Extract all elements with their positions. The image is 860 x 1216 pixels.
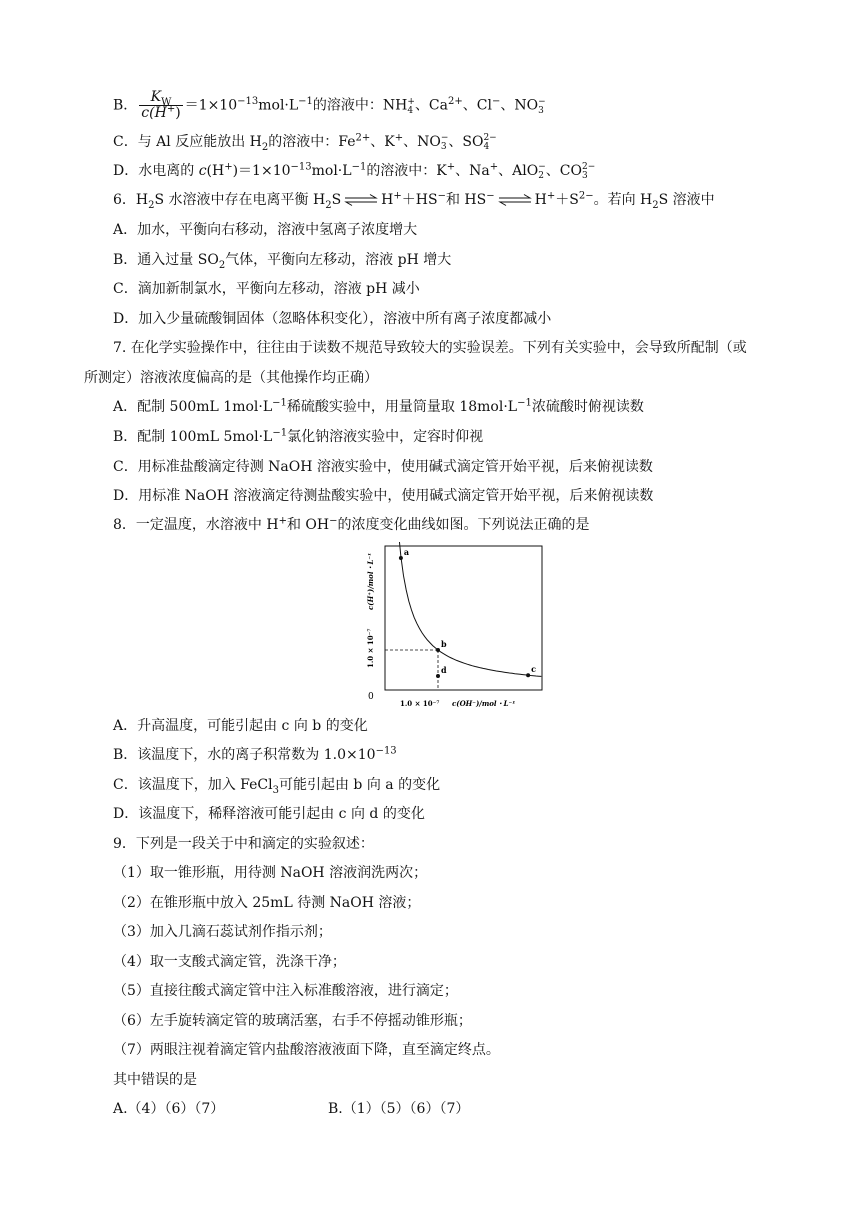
y-tick-label: 1.0 × 10⁻⁷ bbox=[366, 628, 375, 668]
origin-label: 0 bbox=[368, 692, 374, 702]
x-axis-label: c(OH⁻)/mol・L⁻¹ bbox=[452, 699, 516, 708]
q5-option-b: B． $\frac{K_W}{c(H^+)}$ $=1\times 10^{-13}mol\cdot L^{-1}$的溶液中：NH + 4 、$Ca^{2+}$、Cl−、NO − 3 bbox=[113, 89, 546, 121]
q6-option-c: C．滴加新制氯水，平衡向左移动，溶液 pH 减小 bbox=[113, 281, 420, 297]
q6-option-a: A．加水，平衡向右移动，溶液中氢离子浓度增大 bbox=[113, 222, 418, 238]
q7-option-a: A．配制 500mL $1mol\cdot L^{-1}$稀硫酸实验中，用量筒量取 $18mol\cdot L^{-1}$浓硫酸时俯视读数 bbox=[113, 397, 644, 415]
x-tick-label: 1.0 × 10⁻⁷ bbox=[400, 699, 440, 708]
q8-option-a: A．升高温度，可能引起由 c 向 b 的变化 bbox=[113, 718, 368, 734]
plot-frame bbox=[385, 546, 542, 690]
q9-step-2: （2）在锥形瓶中放入 25mL 待测 NaOH 溶液； bbox=[113, 895, 421, 911]
equilibrium-arrow-icon bbox=[497, 194, 533, 206]
equilibrium-arrow-icon bbox=[343, 194, 379, 206]
q7-option-b: B．配制 100mL $5mol\cdot L^{-1}$氯化钠溶液实验中，定容时仰视 bbox=[113, 427, 484, 445]
q9-wrong-prompt: 其中错误的是 bbox=[113, 1072, 197, 1088]
q5-option-d: D．水电离的 $c(H^+)=1\times 10^{-13}mol\cdot L^{-1}$的溶液中：K+、Na+、AlO − 2 、CO 2− 3 bbox=[113, 161, 596, 181]
point-c bbox=[526, 673, 530, 677]
point-d bbox=[436, 674, 440, 678]
point-label-a: a bbox=[403, 547, 410, 557]
q6-option-b: B．通入过量 $SO_2$气体，平衡向左移动，溶液 pH 增大 bbox=[113, 252, 452, 271]
q7-option-c: C．用标准盐酸滴定待测 NaOH 溶液实验中，使用碱式滴定管开始平视，后来俯视读数 bbox=[113, 459, 653, 475]
point-label-b: b bbox=[441, 639, 447, 649]
q8-option-d: D．该温度下，稀释溶液可能引起由 c 向 d 的变化 bbox=[113, 806, 425, 822]
point-label-c: c bbox=[531, 664, 536, 675]
q9-option-b: B.（1）（5）（6）（7） bbox=[328, 1101, 470, 1117]
q7-stem-line1: 7. 在化学实验操作中，往往由于读数不规范导致较大的实验误差。下列有关实验中，会导致所配制（或 bbox=[113, 340, 747, 356]
point-label-d: d bbox=[441, 665, 447, 675]
kw-curve bbox=[398, 542, 541, 676]
q8-stem: 8．一定温度，水溶液中 H+和 OH−的浓度变化曲线如图。下列说法正确的是 bbox=[113, 515, 590, 533]
q9-step-7: （7）两眼注视着滴定管内盐酸溶液液面下降，直至滴定终点。 bbox=[113, 1042, 500, 1058]
ion-concentration-chart bbox=[360, 542, 550, 710]
q5-option-c: C．与 Al 反应能放出 $H_2$的溶液中：$Fe^{2+}$、K+、NO − 3 、SO 2− 4 bbox=[113, 132, 497, 153]
q9-step-4: （4）取一支酸式滴定管，洗涤干净； bbox=[113, 954, 346, 970]
q7-option-d: D．用标准 NaOH 溶液滴定待测盐酸实验中，使用碱式滴定管开始平视，后来俯视读数 bbox=[113, 488, 654, 504]
q9-step-5: （5）直接往酸式滴定管中注入标准酸溶液，进行滴定； bbox=[113, 983, 458, 999]
q7-stem-line2: 所测定）溶液浓度偏高的是（其他操作均正确） bbox=[84, 370, 378, 386]
kw-fraction: $\frac{K_W}{c(H^+)}$ bbox=[141, 89, 181, 121]
q9-step-3: （3）加入几滴石蕊试剂作指示剂； bbox=[113, 924, 332, 940]
q6-stem: 6．$H_2S$ 水溶液中存在电离平衡 $H_2S$ H+＋HS−和 HS− $H^++S^{2-}$。若向 $H_2S$ 溶液中 bbox=[113, 190, 715, 211]
point-a bbox=[399, 556, 403, 560]
q8-option-b: B．该温度下，水的离子积常数为 $1.0\times 10^{-13}$ bbox=[113, 745, 397, 763]
q9-step-1: （1）取一锥形瓶，用待测 NaOH 溶液润洗两次； bbox=[113, 865, 428, 881]
q9-step-6: （6）左手旋转滴定管的玻璃活塞，右手不停摇动锥形瓶； bbox=[113, 1013, 472, 1029]
q8-option-c: C．该温度下，加入 FeCl$_3$可能引起由 b 向 a 的变化 bbox=[113, 777, 441, 796]
q9-stem: 9．下列是一段关于中和滴定的实验叙述： bbox=[113, 836, 374, 852]
y-axis-label: c(H⁺)/mol・L⁻¹ bbox=[366, 552, 375, 610]
q9-option-a: A.（4）（6）（7） bbox=[113, 1101, 225, 1117]
point-b bbox=[436, 648, 440, 652]
q6-option-d: D．加入少量硫酸铜固体（忽略体积变化），溶液中所有离子浓度都减小 bbox=[113, 311, 552, 327]
